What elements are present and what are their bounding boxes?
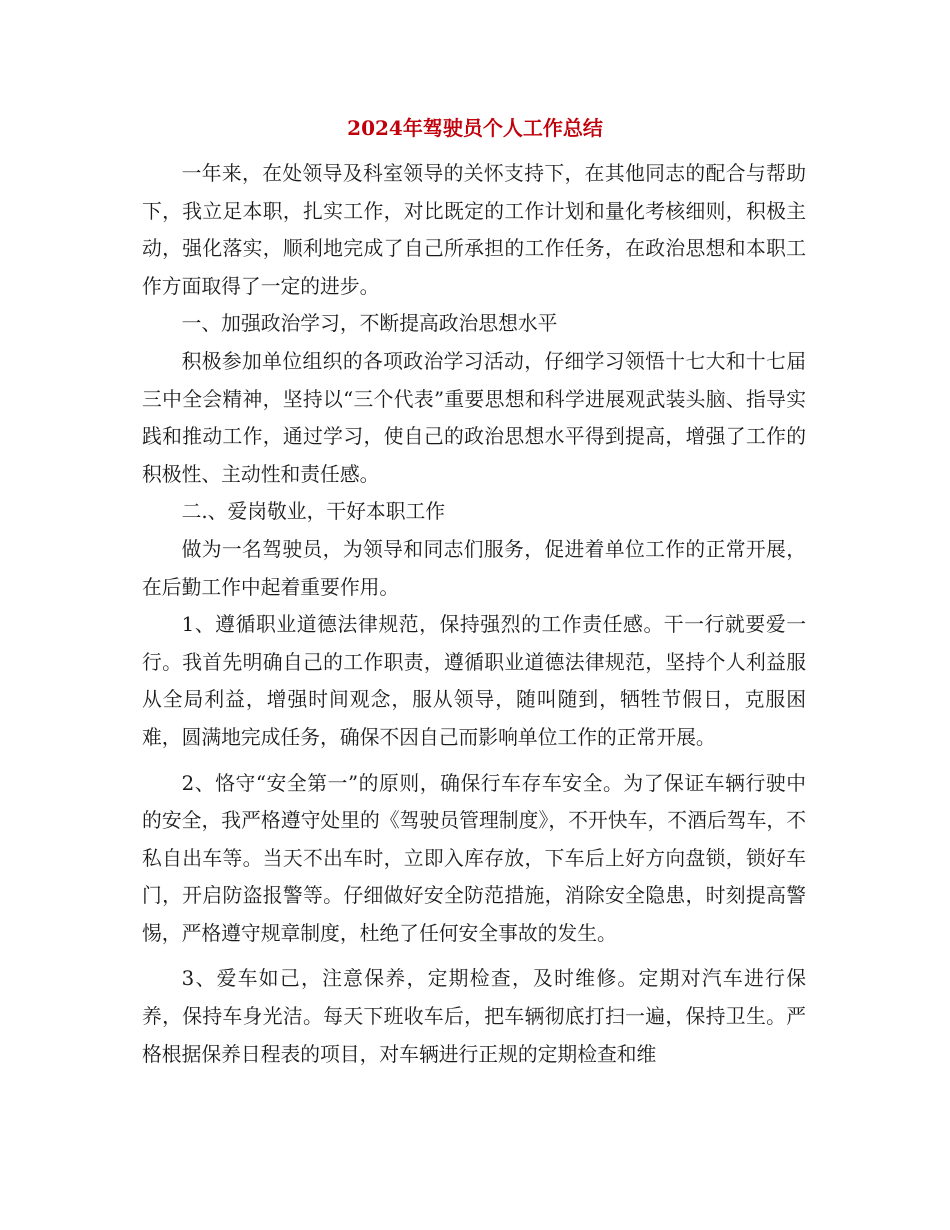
heading-section-1: 一、加强政治学习，不断提高政治思想水平 — [181, 312, 558, 336]
paragraph-section-1: 积极参加单位组织的各项政治学习活动，仔细学习领悟十七大和十七届三中全会精神，坚持以“三个代表”重要思想和科学进展观武装头脑、指导实践和推动工作，通过学习，使自己的政治思想水平得到提高，增强了工作的积极性、主动性和责任感。 — [142, 349, 806, 486]
paragraph-section-2: 做为一名驾驶员，为领导和同志们服务，促进着单位工作的正常开展，在后勤工作中起着重要作用。 — [142, 537, 806, 599]
document-title: 2024年驾驶员个人工作总结 — [347, 116, 603, 140]
paragraph-item-3: 3、爱车如己，注意保养，定期检查，及时维修。定期对汽车进行保养，保持车身光洁。每天下班收车后，把车辆彻底打扫一遍，保持卫生。严格根据保养日程表的项目，对车辆进行正规的定期检查和维 — [142, 967, 806, 1066]
paragraph-item-2: 2、恪守“安全第一”的原则，确保行车存车安全。为了保证车辆行驶中的安全，我严格遵守处里的《驾驶员管理制度》，不开快车，不酒后驾车，不私自出车等。当天不出车时，立即入库存放，下车后上好方向盘锁，锁好车门，开启防盗报警等。仔细做好安全防范措施，消除安全隐患，时刻提高警惕，严格遵守规章制度，杜绝了任何安全事故的发生。 — [142, 771, 806, 945]
document-body — [142, 155, 806, 1073]
paragraph-intro: 一年来，在处领导及科室领导的关怀支持下，在其他同志的配合与帮助下，我立足本职，扎实工作，对比既定的工作计划和量化考核细则，积极主动，强化落实，顺利地完成了自己所承担的工作任务，在政治思想和本职工作方面取得了一定的进步。 — [142, 162, 806, 298]
paragraph-item-1: 1、遵循职业道德法律规范，保持强烈的工作责任感。干一行就要爱一行。我首先明确自己的工作职责，遵循职业道德法律规范，坚持个人利益服从全局利益，增强时间观念，服从领导，随叫随到，牺牲节假日，克服困难，圆满地完成任务，确保不因自己而影响单位工作的正常开展。 — [142, 613, 806, 749]
heading-section-2: 二.、爱岗敬业，干好本职工作 — [181, 500, 446, 524]
